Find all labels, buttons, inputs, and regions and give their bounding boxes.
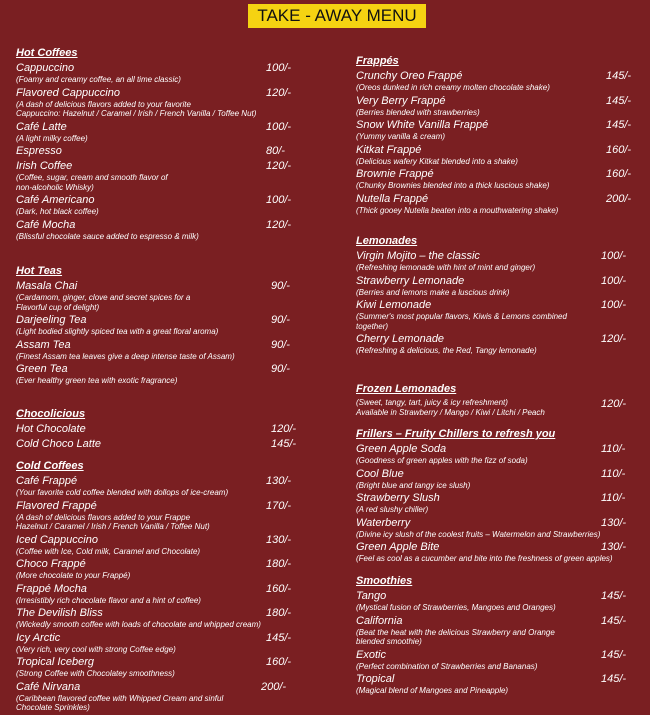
item-name: Choco Frappé xyxy=(16,558,86,570)
item-price: 120/- xyxy=(271,423,297,435)
menu-item xyxy=(16,339,316,362)
item-name: Flavored Frappé xyxy=(16,499,97,512)
item-name: Cold Choco Latte xyxy=(16,438,101,450)
item-name: Exotic xyxy=(356,648,386,661)
item-description: non-alcoholic Whisky) xyxy=(16,182,94,192)
item-description: (Divine icy slush of the coolest fruits – Watermelon and Strawberries) xyxy=(356,529,601,539)
item-description: (Berries blended with strawberries) xyxy=(356,107,480,117)
menu-item xyxy=(16,87,316,119)
section-heading: Frillers – Fruity Chillers to refresh you xyxy=(356,428,556,440)
menu-item xyxy=(16,219,316,242)
item-price: 180/- xyxy=(266,607,292,619)
menu-item xyxy=(16,475,316,498)
item-price: 160/- xyxy=(266,656,292,668)
item-description: (Cardamom, ginger, clove and secret spices for a xyxy=(16,293,191,302)
item-description: (Coffee with Ice, Cold milk, Caramel and Chocolate) xyxy=(16,546,201,556)
item-description: (Sweet, tangy, tart, juicy & icy refreshment) xyxy=(356,398,508,407)
item-price: 200/- xyxy=(606,192,632,205)
item-description: (A red slushy chiller) xyxy=(356,505,429,514)
item-name: Darjeeling Tea xyxy=(16,314,87,326)
item-description: (Your favorite cold coffee blended with dollops of ice-cream) xyxy=(16,488,229,497)
item-name: Brownie Frappé xyxy=(356,168,434,180)
item-description: (Dark, hot black coffee) xyxy=(16,207,99,216)
item-price: 120/- xyxy=(266,86,292,99)
menu-item xyxy=(16,363,316,386)
menu-item xyxy=(16,62,316,85)
item-description: (Berries and lemons make a luscious drink) xyxy=(356,287,510,297)
item-price: 180/- xyxy=(266,558,292,570)
item-price: 130/- xyxy=(266,475,292,487)
item-price: 145/- xyxy=(601,614,627,627)
item-price: 100/- xyxy=(266,120,292,133)
section-heading: Chocolicious xyxy=(16,408,86,420)
item-description: (Mystical fusion of Strawberries, Mangoes and Oranges) xyxy=(356,603,556,612)
menu-item xyxy=(16,121,316,144)
item-description: (Refreshing lemonade with hint of mint and ginger) xyxy=(356,263,536,272)
item-price: 130/- xyxy=(601,516,627,529)
item-price: 145/- xyxy=(601,648,627,661)
item-name: Green Apple Bite xyxy=(356,541,440,553)
item-price: 110/- xyxy=(601,467,626,480)
item-description: (Blissful chocolate sauce added to espresso & milk) xyxy=(16,231,199,241)
menu-item xyxy=(356,615,640,647)
item-description: (A dash of delicious flavors added to your Frappe xyxy=(16,512,191,522)
item-name: Espresso xyxy=(16,145,62,157)
menu-item xyxy=(16,607,316,630)
item-name: Crunchy Oreo Frappé xyxy=(356,70,463,82)
item-name: Tropical Iceberg xyxy=(16,656,95,668)
item-description: (Ever healthy green tea with exotic fragrance) xyxy=(16,376,178,385)
item-description: (Yummy vanilla & cream) xyxy=(356,132,446,141)
item-name: Café Americano xyxy=(16,194,95,206)
item-price: 110/- xyxy=(601,443,626,455)
item-name: Nutella Frappé xyxy=(356,192,429,205)
menu-section xyxy=(356,382,640,419)
item-description: (More chocolate to your Frappé) xyxy=(16,571,131,580)
item-price: 80/- xyxy=(266,145,285,157)
menu-item xyxy=(16,632,316,655)
item-description: (Finest Assam tea leaves give a deep intense taste of Assam) xyxy=(16,351,235,361)
item-description: (A dash of delicious flavors added to your favorite xyxy=(16,99,191,109)
menu-item xyxy=(16,194,316,217)
menu-section xyxy=(356,574,640,698)
item-name: Very Berry Frappé xyxy=(356,94,446,107)
menu-item xyxy=(16,438,316,451)
item-description: (Bright blue and tangy ice slush) xyxy=(356,480,471,490)
item-price: 90/- xyxy=(271,363,290,375)
item-description: (Very rich, very cool with strong Coffee edge) xyxy=(16,644,176,654)
item-description: (Wickedly smooth coffee with loads of chocolate and whipped cream) xyxy=(16,620,261,629)
menu-item xyxy=(356,119,640,142)
item-description: (Refreshing & delicious, the Red, Tangy lemonade) xyxy=(356,346,537,355)
item-name: Snow White Vanilla Frappé xyxy=(356,119,489,131)
menu-section xyxy=(16,46,316,243)
item-description: (Irresistibly rich chocolate flavor and a hint of coffee) xyxy=(16,595,201,605)
item-description: (Summer's most popular flavors, Kiwis & Lemons combined xyxy=(356,312,567,321)
menu-item xyxy=(16,681,316,713)
item-price: 145/- xyxy=(606,70,632,82)
item-name: Frappé Mocha xyxy=(16,582,87,595)
item-price: 120/- xyxy=(266,218,292,231)
item-description: (Coffee, sugar, cream and smooth flavor of xyxy=(16,173,168,182)
item-price: 160/- xyxy=(266,582,292,595)
item-description: (Perfect combination of Strawberries and Bananas) xyxy=(356,661,538,671)
item-name: Green Apple Soda xyxy=(356,443,447,455)
item-price: 145/- xyxy=(606,119,632,131)
menu-section xyxy=(16,264,316,388)
item-name: The Devilish Bliss xyxy=(16,607,103,619)
item-name: California xyxy=(356,614,403,627)
item-description: (Delicious wafery Kitkat blended into a shake) xyxy=(356,156,518,166)
menu-item xyxy=(356,95,640,118)
menu-item xyxy=(356,590,640,613)
menu-item xyxy=(356,443,640,466)
section-heading: Hot Coffees xyxy=(16,47,78,59)
item-description: (Strong Coffee with Chocolatey smoothness) xyxy=(16,669,175,678)
menu-item xyxy=(356,168,640,191)
item-name: Tango xyxy=(356,590,387,602)
item-price: 170/- xyxy=(266,499,292,512)
item-name: Green Tea xyxy=(16,363,68,375)
item-price: 100/- xyxy=(266,194,292,206)
item-name: Iced Cappuccino xyxy=(16,533,98,546)
menu-item xyxy=(356,144,640,167)
item-price: 110/- xyxy=(601,492,626,504)
menu-item xyxy=(16,558,316,581)
item-description: blended smoothie) xyxy=(356,637,422,646)
item-name: Waterberry xyxy=(356,516,411,529)
item-name: Café Mocha xyxy=(16,218,76,231)
menu-item xyxy=(356,541,640,564)
item-price: 200/- xyxy=(261,680,287,693)
item-name: Café Nirvana xyxy=(16,680,81,693)
item-name: Cherry Lemonade xyxy=(356,333,445,345)
item-name: Flavored Cappuccino xyxy=(16,86,120,99)
item-description: Flavorful cup of delight) xyxy=(16,302,100,312)
item-price: 120/- xyxy=(601,333,627,345)
item-name: Café Frappé xyxy=(16,475,78,487)
item-price: 145/- xyxy=(601,590,627,602)
item-name: Café Latte xyxy=(16,120,67,133)
item-name: Cool Blue xyxy=(356,467,404,480)
item-name: Assam Tea xyxy=(16,338,71,351)
menu-item xyxy=(16,656,316,679)
item-price: 130/- xyxy=(601,541,627,553)
item-description: Chocolate Sprinkles) xyxy=(16,703,90,712)
item-description: (Thick gooey Nutella beaten into a mouthwatering shake) xyxy=(356,205,559,215)
item-price: 130/- xyxy=(266,533,292,546)
menu-section xyxy=(356,234,640,358)
item-description: (Magical blend of Mangoes and Pineapple) xyxy=(356,686,509,695)
item-price: 120/- xyxy=(266,160,292,172)
menu-section xyxy=(16,407,316,453)
menu-item xyxy=(356,649,640,672)
item-price: 100/- xyxy=(601,274,627,287)
menu-item xyxy=(16,423,316,436)
item-price: 100/- xyxy=(601,250,627,262)
item-price: 90/- xyxy=(271,314,290,326)
item-name: Strawberry Lemonade xyxy=(356,274,465,287)
menu-item xyxy=(356,673,640,696)
item-price: 145/- xyxy=(601,673,627,685)
item-description: (Foamy and creamy coffee, an all time classic) xyxy=(16,75,181,84)
item-name: Hot Chocolate xyxy=(16,423,86,435)
item-name: Icy Arctic xyxy=(16,631,61,644)
section-heading: Cold Coffees xyxy=(16,460,84,472)
menu-section xyxy=(356,427,640,566)
menu-item xyxy=(356,333,640,356)
section-heading: Frozen Lemonades xyxy=(356,383,457,395)
menu-item xyxy=(16,500,316,532)
item-price: 90/- xyxy=(271,280,290,292)
section-heading: Frappés xyxy=(356,55,399,67)
item-description: Available in Strawberry / Mango / Kiwi / Litchi / Peach xyxy=(356,407,545,417)
item-description: (Chunky Brownies blended into a thick luscious shake) xyxy=(356,181,550,190)
menu-item xyxy=(356,250,640,273)
menu-item xyxy=(16,314,316,337)
item-price: 120/- xyxy=(601,398,627,410)
menu-item xyxy=(16,583,316,606)
menu-item xyxy=(356,517,640,540)
menu-item xyxy=(356,299,640,331)
item-description: (Beat the heat with the delicious Strawberry and Orange xyxy=(356,627,555,637)
menu-item xyxy=(356,193,640,216)
item-price: 160/- xyxy=(606,168,632,180)
item-price: 100/- xyxy=(601,299,627,311)
item-price: 145/- xyxy=(606,94,632,107)
item-name: Masala Chai xyxy=(16,280,78,292)
menu-item xyxy=(16,160,316,192)
menu-item xyxy=(356,468,640,491)
item-description: Hazelnut / Caramel / Irish / French Vanilla / Toffee Nut) xyxy=(16,522,210,531)
item-description: together) xyxy=(356,321,389,331)
item-name: Cappuccino xyxy=(16,62,75,74)
item-name: Irish Coffee xyxy=(16,160,73,172)
item-price: 145/- xyxy=(271,438,297,450)
section-heading: Hot Teas xyxy=(16,265,63,277)
section-heading: Smoothies xyxy=(356,575,413,587)
item-description: (Goodness of green apples with the fizz of soda) xyxy=(356,456,528,465)
item-description: (Light bodied slightly spiced tea with a great floral aroma) xyxy=(16,327,219,336)
menu-item xyxy=(356,275,640,298)
menu-item xyxy=(356,492,640,515)
item-description: (Oreos dunked in rich creamy molten chocolate shake) xyxy=(356,83,550,92)
menu-item xyxy=(356,70,640,93)
item-name: Virgin Mojito – the classic xyxy=(356,250,480,262)
item-description: (A light milky coffee) xyxy=(16,133,88,143)
menu-item xyxy=(356,398,640,417)
item-price: 160/- xyxy=(606,143,632,156)
menu-item xyxy=(16,280,316,312)
item-name: Tropical xyxy=(356,673,395,685)
menu-item xyxy=(16,145,316,158)
menu-title-banner: TAKE - AWAY MENU xyxy=(248,4,426,28)
section-heading: Lemonades xyxy=(356,235,418,247)
item-description: Cappuccino: Hazelnut / Caramel / Irish / French Vanilla / Toffee Nut) xyxy=(16,109,257,118)
item-description: (Caribbean flavored coffee with Whipped Cream and sinful xyxy=(16,693,224,703)
item-price: 145/- xyxy=(266,631,292,644)
item-price: 100/- xyxy=(266,62,292,74)
menu-section xyxy=(356,54,640,217)
item-name: Kitkat Frappé xyxy=(356,143,422,156)
item-description: (Feel as cool as a cucumber and bite into the freshness of green apples) xyxy=(356,554,613,563)
item-name: Kiwi Lemonade xyxy=(356,299,432,311)
menu-section xyxy=(16,459,316,715)
item-price: 90/- xyxy=(271,338,290,351)
item-name: Strawberry Slush xyxy=(356,492,440,504)
menu-item xyxy=(16,534,316,557)
